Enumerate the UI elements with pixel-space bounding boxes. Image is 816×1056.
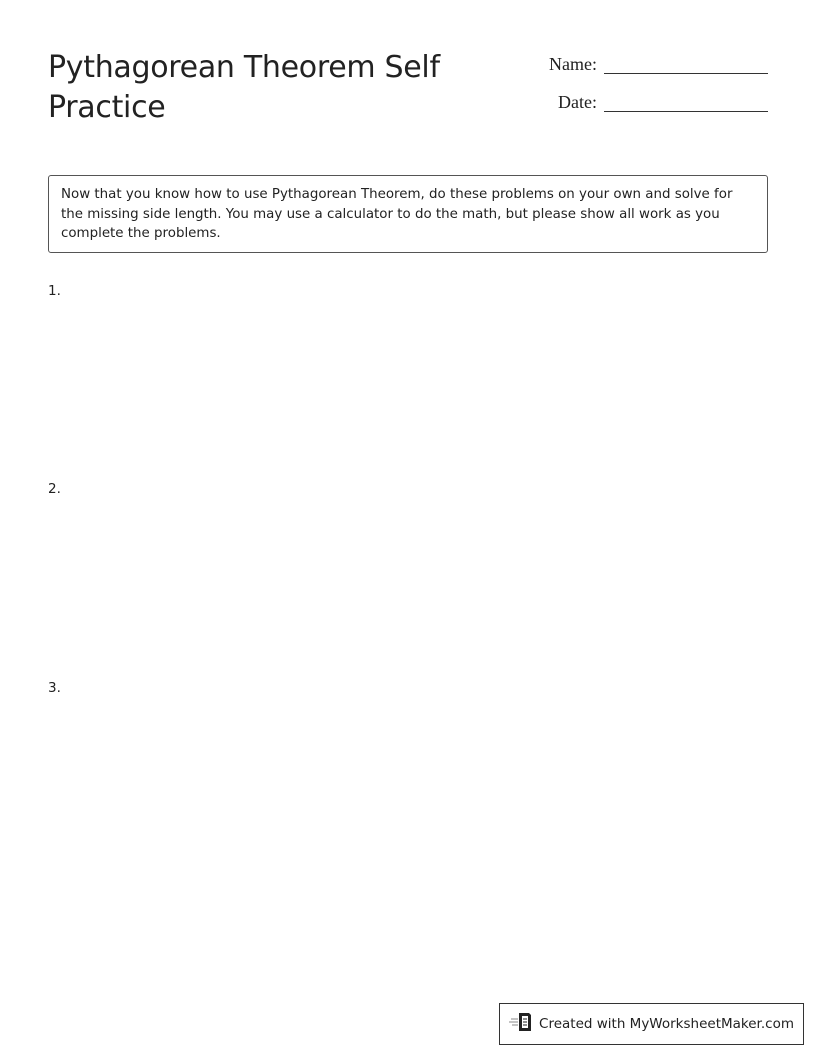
date-label: Date: <box>558 92 597 112</box>
footer-text: Created with MyWorksheetMaker.com <box>539 1016 794 1032</box>
date-blank-line[interactable] <box>604 91 768 112</box>
instructions-box: Now that you know how to use Pythagorean Theorem, do these problems on your own and solve for the missing side length. You may use a calculator to do the math, but please show all work as you complete the problems. <box>48 175 768 253</box>
problem-2-number: 2. <box>48 481 61 497</box>
problem-1-number: 1. <box>48 283 61 299</box>
problem-3-number: 3. <box>48 680 61 696</box>
name-blank-line[interactable] <box>604 53 768 74</box>
page-title: Pythagorean Theorem Self Practice <box>48 50 440 125</box>
name-label: Name: <box>549 54 597 74</box>
name-field <box>537 53 768 74</box>
date-field <box>537 91 768 112</box>
footer-badge[interactable] <box>499 1003 804 1045</box>
worksheet-logo-icon <box>509 1011 539 1037</box>
